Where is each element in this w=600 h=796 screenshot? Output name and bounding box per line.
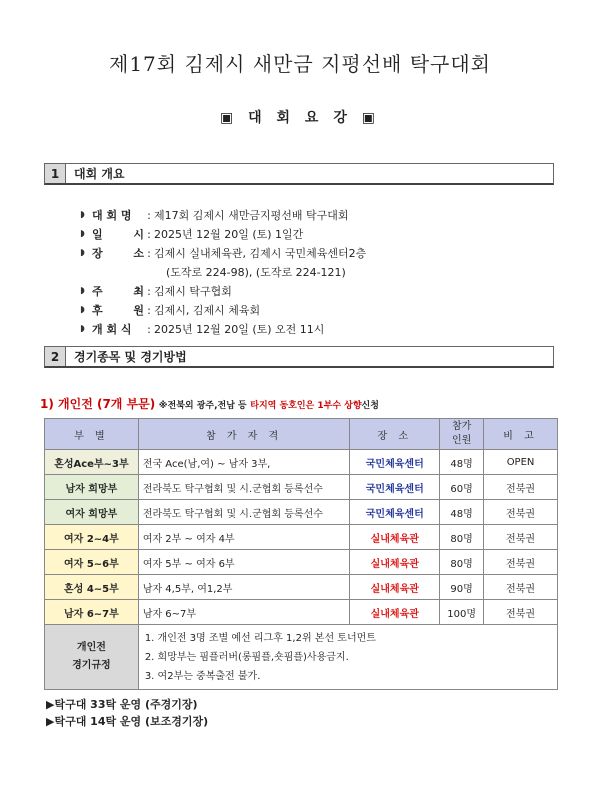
info-key: 주 최 (92, 285, 144, 298)
rules-content (138, 625, 557, 690)
info-row (80, 263, 366, 282)
info-value: 김제시 실내체육관, 김제시 국민체육센터2층 (154, 247, 367, 260)
cell-note: 전북권 (484, 525, 558, 550)
section-label: 경기종목 및 경기방법 (74, 350, 187, 364)
cell-category: 혼성Ace부~3부 (45, 450, 139, 475)
info-value: 김제시, 김제시 체육회 (154, 304, 261, 317)
table-row (45, 600, 558, 625)
info-row: ◗ 장 소 : 김제시 실내체육관, 김제시 국민체육센터2층 (80, 244, 366, 263)
bullet-icon: ◗ (80, 229, 85, 239)
info-value: 제17회 김제시 새만금지평선배 탁구대회 (154, 209, 349, 222)
rule-item: 3. 여2부는 중복출전 불가. (144, 670, 261, 682)
cell-place: 국민체육센터 (350, 475, 440, 500)
rule-item: 2. 희망부는 핌플러버(롱핌플,숏핌플)사용금지. (144, 651, 349, 663)
cell-place: 실내체육관 (350, 525, 440, 550)
info-row: ◗ 대 회 명 : 제17회 김제시 새만금지평선배 탁구대회 (80, 206, 366, 225)
info-key: 장 소 (92, 247, 144, 260)
note-text: 신청 (361, 401, 379, 411)
section-header-overview (44, 163, 554, 185)
table-row (45, 575, 558, 600)
cell-place: 실내체육관 (350, 575, 440, 600)
cell-place: 실내체육관 (350, 550, 440, 575)
cell-category: 여자 2~4부 (45, 525, 139, 550)
header-qualification: 참 가 자 격 (138, 419, 350, 450)
cell-count: 90명 (440, 575, 484, 600)
cell-qualification: 전라북도 탁구협회 및 시.군협회 등록선수 (138, 475, 350, 500)
table-row (45, 500, 558, 525)
subsection-heading (40, 395, 379, 412)
cell-count: 48명 (440, 450, 484, 475)
bullet-icon: ◗ (80, 286, 85, 296)
section-number: 2 (45, 347, 66, 366)
info-key: 개 회 식 (92, 323, 132, 336)
cell-count: 60명 (440, 475, 484, 500)
info-key: 대 회 명 (92, 209, 132, 222)
header-count: 참가 인원 (440, 419, 484, 450)
table-row (45, 450, 558, 475)
note-highlight: 타지역 동호인은 1부수 상향 (250, 401, 362, 411)
cell-qualification: 여자 2부 ~ 여자 4부 (138, 525, 350, 550)
cell-count: 100명 (440, 600, 484, 625)
info-value: 2025년 12월 20일 (토) 오전 11시 (154, 323, 325, 336)
section-label: 대회 개요 (74, 167, 125, 181)
table-header-row (45, 419, 558, 450)
cell-category: 남자 6~7부 (45, 600, 139, 625)
cell-note: 전북권 (484, 600, 558, 625)
info-value: (도작로 224-98), (도작로 224-121) (166, 266, 346, 279)
rules-category: 개인전 경기규정 (45, 625, 139, 690)
cell-count: 48명 (440, 500, 484, 525)
info-row: ◗ 일 시 : 2025년 12월 20일 (토) 1일간 (80, 225, 366, 244)
info-value: 김제시 탁구협회 (154, 285, 232, 298)
note-text: ※전북외 광주,전남 등 (158, 401, 247, 411)
cell-qualification: 전국 Ace(남,여) ~ 남자 3부, (138, 450, 350, 475)
info-key: 후 원 (92, 304, 144, 317)
table-row (45, 475, 558, 500)
section-header-events (44, 346, 554, 368)
header-category: 부 별 (45, 419, 139, 450)
info-row: ◗ 주 최 : 김제시 탁구협회 (80, 282, 366, 301)
cell-note: 전북권 (484, 500, 558, 525)
table-row (45, 525, 558, 550)
bullet-icon: ◗ (80, 210, 85, 220)
info-key: 일 시 (92, 228, 144, 241)
bullet-icon: ◗ (80, 248, 85, 258)
events-table (44, 418, 558, 690)
bullet-icon: ◗ (80, 305, 85, 315)
info-row: ◗ 후 원 : 김제시, 김제시 체육회 (80, 301, 366, 320)
cell-category: 여자 5~6부 (45, 550, 139, 575)
cell-count: 80명 (440, 550, 484, 575)
overview-list (80, 206, 366, 339)
cell-qualification: 여자 5부 ~ 여자 6부 (138, 550, 350, 575)
document-title: 제17회 김제시 새만금 지평선배 탁구대회 (109, 52, 491, 76)
cell-count: 80명 (440, 525, 484, 550)
section-number: 1 (45, 164, 66, 183)
cell-note: OPEN (484, 450, 558, 475)
cell-place: 국민체육센터 (350, 500, 440, 525)
cell-qualification: 남자 6~7부 (138, 600, 350, 625)
bullet-icon: ◗ (80, 324, 85, 334)
info-value: 2025년 12월 20일 (토) 1일간 (154, 228, 304, 241)
info-row: ◗ 개 회 식 : 2025년 12월 20일 (토) 오전 11시 (80, 320, 366, 339)
cell-place: 실내체육관 (350, 600, 440, 625)
cell-qualification: 전라북도 탁구협회 및 시.군협회 등록선수 (138, 500, 350, 525)
header-note: 비 고 (484, 419, 558, 450)
rule-item: 1. 개인전 3명 조별 예선 리그후 1,2위 본선 토너먼트 (144, 632, 376, 644)
cell-qualification: 남자 4,5부, 여1,2부 (138, 575, 350, 600)
header-place: 장 소 (350, 419, 440, 450)
cell-category: 여자 희망부 (45, 500, 139, 525)
footer-line: ▶탁구대 14탁 운영 (보조경기장) (46, 715, 209, 728)
cell-note: 전북권 (484, 575, 558, 600)
cell-place: 국민체육센터 (350, 450, 440, 475)
cell-note: 전북권 (484, 475, 558, 500)
cell-category: 남자 희망부 (45, 475, 139, 500)
footer-notes (46, 696, 208, 730)
cell-note: 전북권 (484, 550, 558, 575)
footer-line: ▶탁구대 33탁 운영 (주경기장) (46, 698, 198, 711)
rules-row (45, 625, 558, 690)
cell-category: 혼성 4~5부 (45, 575, 139, 600)
subsection-title: 1) 개인전 (7개 부문) (40, 397, 156, 411)
table-row (45, 550, 558, 575)
document-subtitle: ▣ 대 회 요 강 ▣ (220, 110, 380, 126)
